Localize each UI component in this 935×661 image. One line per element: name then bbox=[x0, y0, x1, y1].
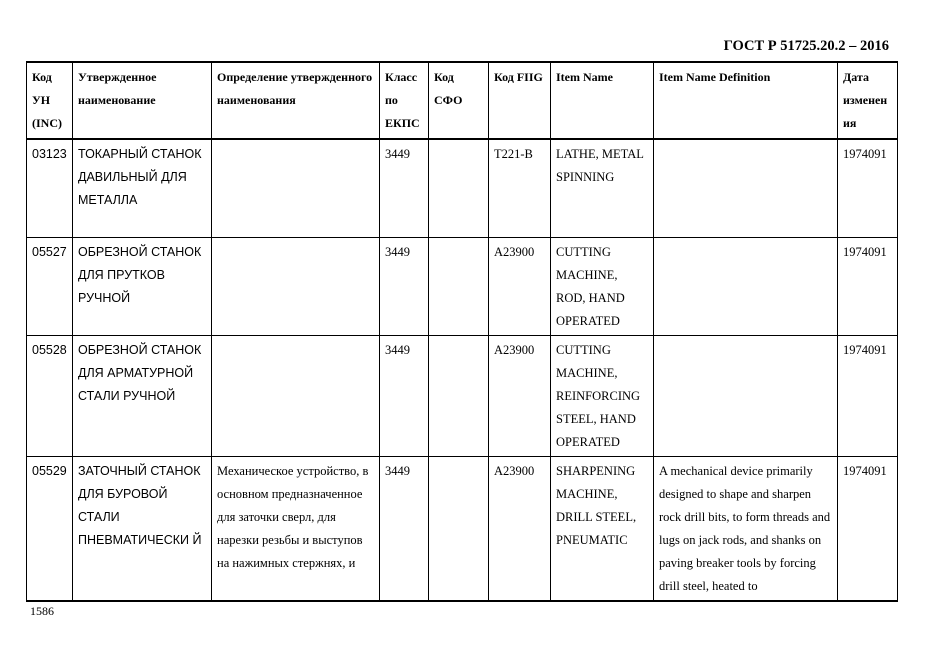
cell-item-name: SHARPENING MACHINE, DRILL STEEL, PNEUMATIC bbox=[551, 457, 654, 602]
cell-name-ru: ТОКАРНЫЙ СТАНОК ДАВИЛЬНЫЙ ДЛЯ МЕТАЛЛА bbox=[73, 139, 212, 238]
header-inc: Код УН (INC) bbox=[27, 62, 73, 139]
cell-definition-ru: Механическое устройство, в основном предназначенное для заточки сверл, для нарезки резьбы и выступов на нажимных стержнях, и bbox=[212, 457, 380, 602]
table-row bbox=[27, 336, 898, 457]
cell-name-ru: ЗАТОЧНЫЙ СТАНОК ДЛЯ БУРОВОЙ СТАЛИ ПНЕВМАТИЧЕСКИ Й bbox=[73, 457, 212, 602]
cell-definition-ru bbox=[212, 336, 380, 457]
header-sfo-code: Код СФО bbox=[429, 62, 489, 139]
table-header-row bbox=[27, 62, 898, 139]
header-fiig-code: Код FIIG bbox=[489, 62, 551, 139]
cell-sfo bbox=[429, 139, 489, 238]
cell-inc: 05528 bbox=[27, 336, 73, 457]
cell-class: 3449 bbox=[380, 238, 429, 336]
cell-name-ru: ОБРЕЗНОЙ СТАНОК ДЛЯ ПРУТКОВ РУЧНОЙ bbox=[73, 238, 212, 336]
table-row bbox=[27, 457, 898, 602]
table-row bbox=[27, 238, 898, 336]
cell-inc: 05529 bbox=[27, 457, 73, 602]
cell-date: 1974091 bbox=[838, 139, 898, 238]
cell-definition-ru bbox=[212, 238, 380, 336]
cell-fiig: A23900 bbox=[489, 336, 551, 457]
cell-class: 3449 bbox=[380, 457, 429, 602]
standard-header: ГОСТ Р 51725.20.2 – 2016 bbox=[723, 38, 889, 54]
cell-item-definition bbox=[654, 139, 838, 238]
header-class: Класс по ЕКПС bbox=[380, 62, 429, 139]
cell-item-definition: A mechanical device primarily designed to shape and sharpen rock drill bits, to form threads and lugs on jack rods, and shanks on paving breaker tools by forcing drill steel, heated to bbox=[654, 457, 838, 602]
table-row bbox=[27, 139, 898, 238]
cell-inc: 03123 bbox=[27, 139, 73, 238]
header-approved-name: Утвержденное наименование bbox=[73, 62, 212, 139]
cell-date: 1974091 bbox=[838, 336, 898, 457]
cell-name-ru: ОБРЕЗНОЙ СТАНОК ДЛЯ АРМАТУРНОЙ СТАЛИ РУЧНОЙ bbox=[73, 336, 212, 457]
cell-class: 3449 bbox=[380, 139, 429, 238]
item-name-table bbox=[26, 61, 898, 602]
cell-fiig: T221-B bbox=[489, 139, 551, 238]
cell-item-definition bbox=[654, 336, 838, 457]
cell-date: 1974091 bbox=[838, 238, 898, 336]
header-change-date: Дата изменен ия bbox=[838, 62, 898, 139]
cell-sfo bbox=[429, 336, 489, 457]
header-item-name: Item Name bbox=[551, 62, 654, 139]
cell-date: 1974091 bbox=[838, 457, 898, 602]
cell-item-definition bbox=[654, 238, 838, 336]
cell-sfo bbox=[429, 238, 489, 336]
cell-item-name: CUTTING MACHINE, ROD, HAND OPERATED bbox=[551, 238, 654, 336]
cell-item-name: CUTTING MACHINE, REINFORCING STEEL, HAND OPERATED bbox=[551, 336, 654, 457]
cell-sfo bbox=[429, 457, 489, 602]
cell-inc: 05527 bbox=[27, 238, 73, 336]
cell-fiig: A23900 bbox=[489, 457, 551, 602]
cell-item-name: LATHE, METAL SPINNING bbox=[551, 139, 654, 238]
header-approved-name-definition: Определение утвержденного наименования bbox=[212, 62, 380, 139]
header-item-name-definition: Item Name Definition bbox=[654, 62, 838, 139]
cell-definition-ru bbox=[212, 139, 380, 238]
cell-class: 3449 bbox=[380, 336, 429, 457]
page-number: 1586 bbox=[30, 604, 54, 618]
cell-fiig: A23900 bbox=[489, 238, 551, 336]
